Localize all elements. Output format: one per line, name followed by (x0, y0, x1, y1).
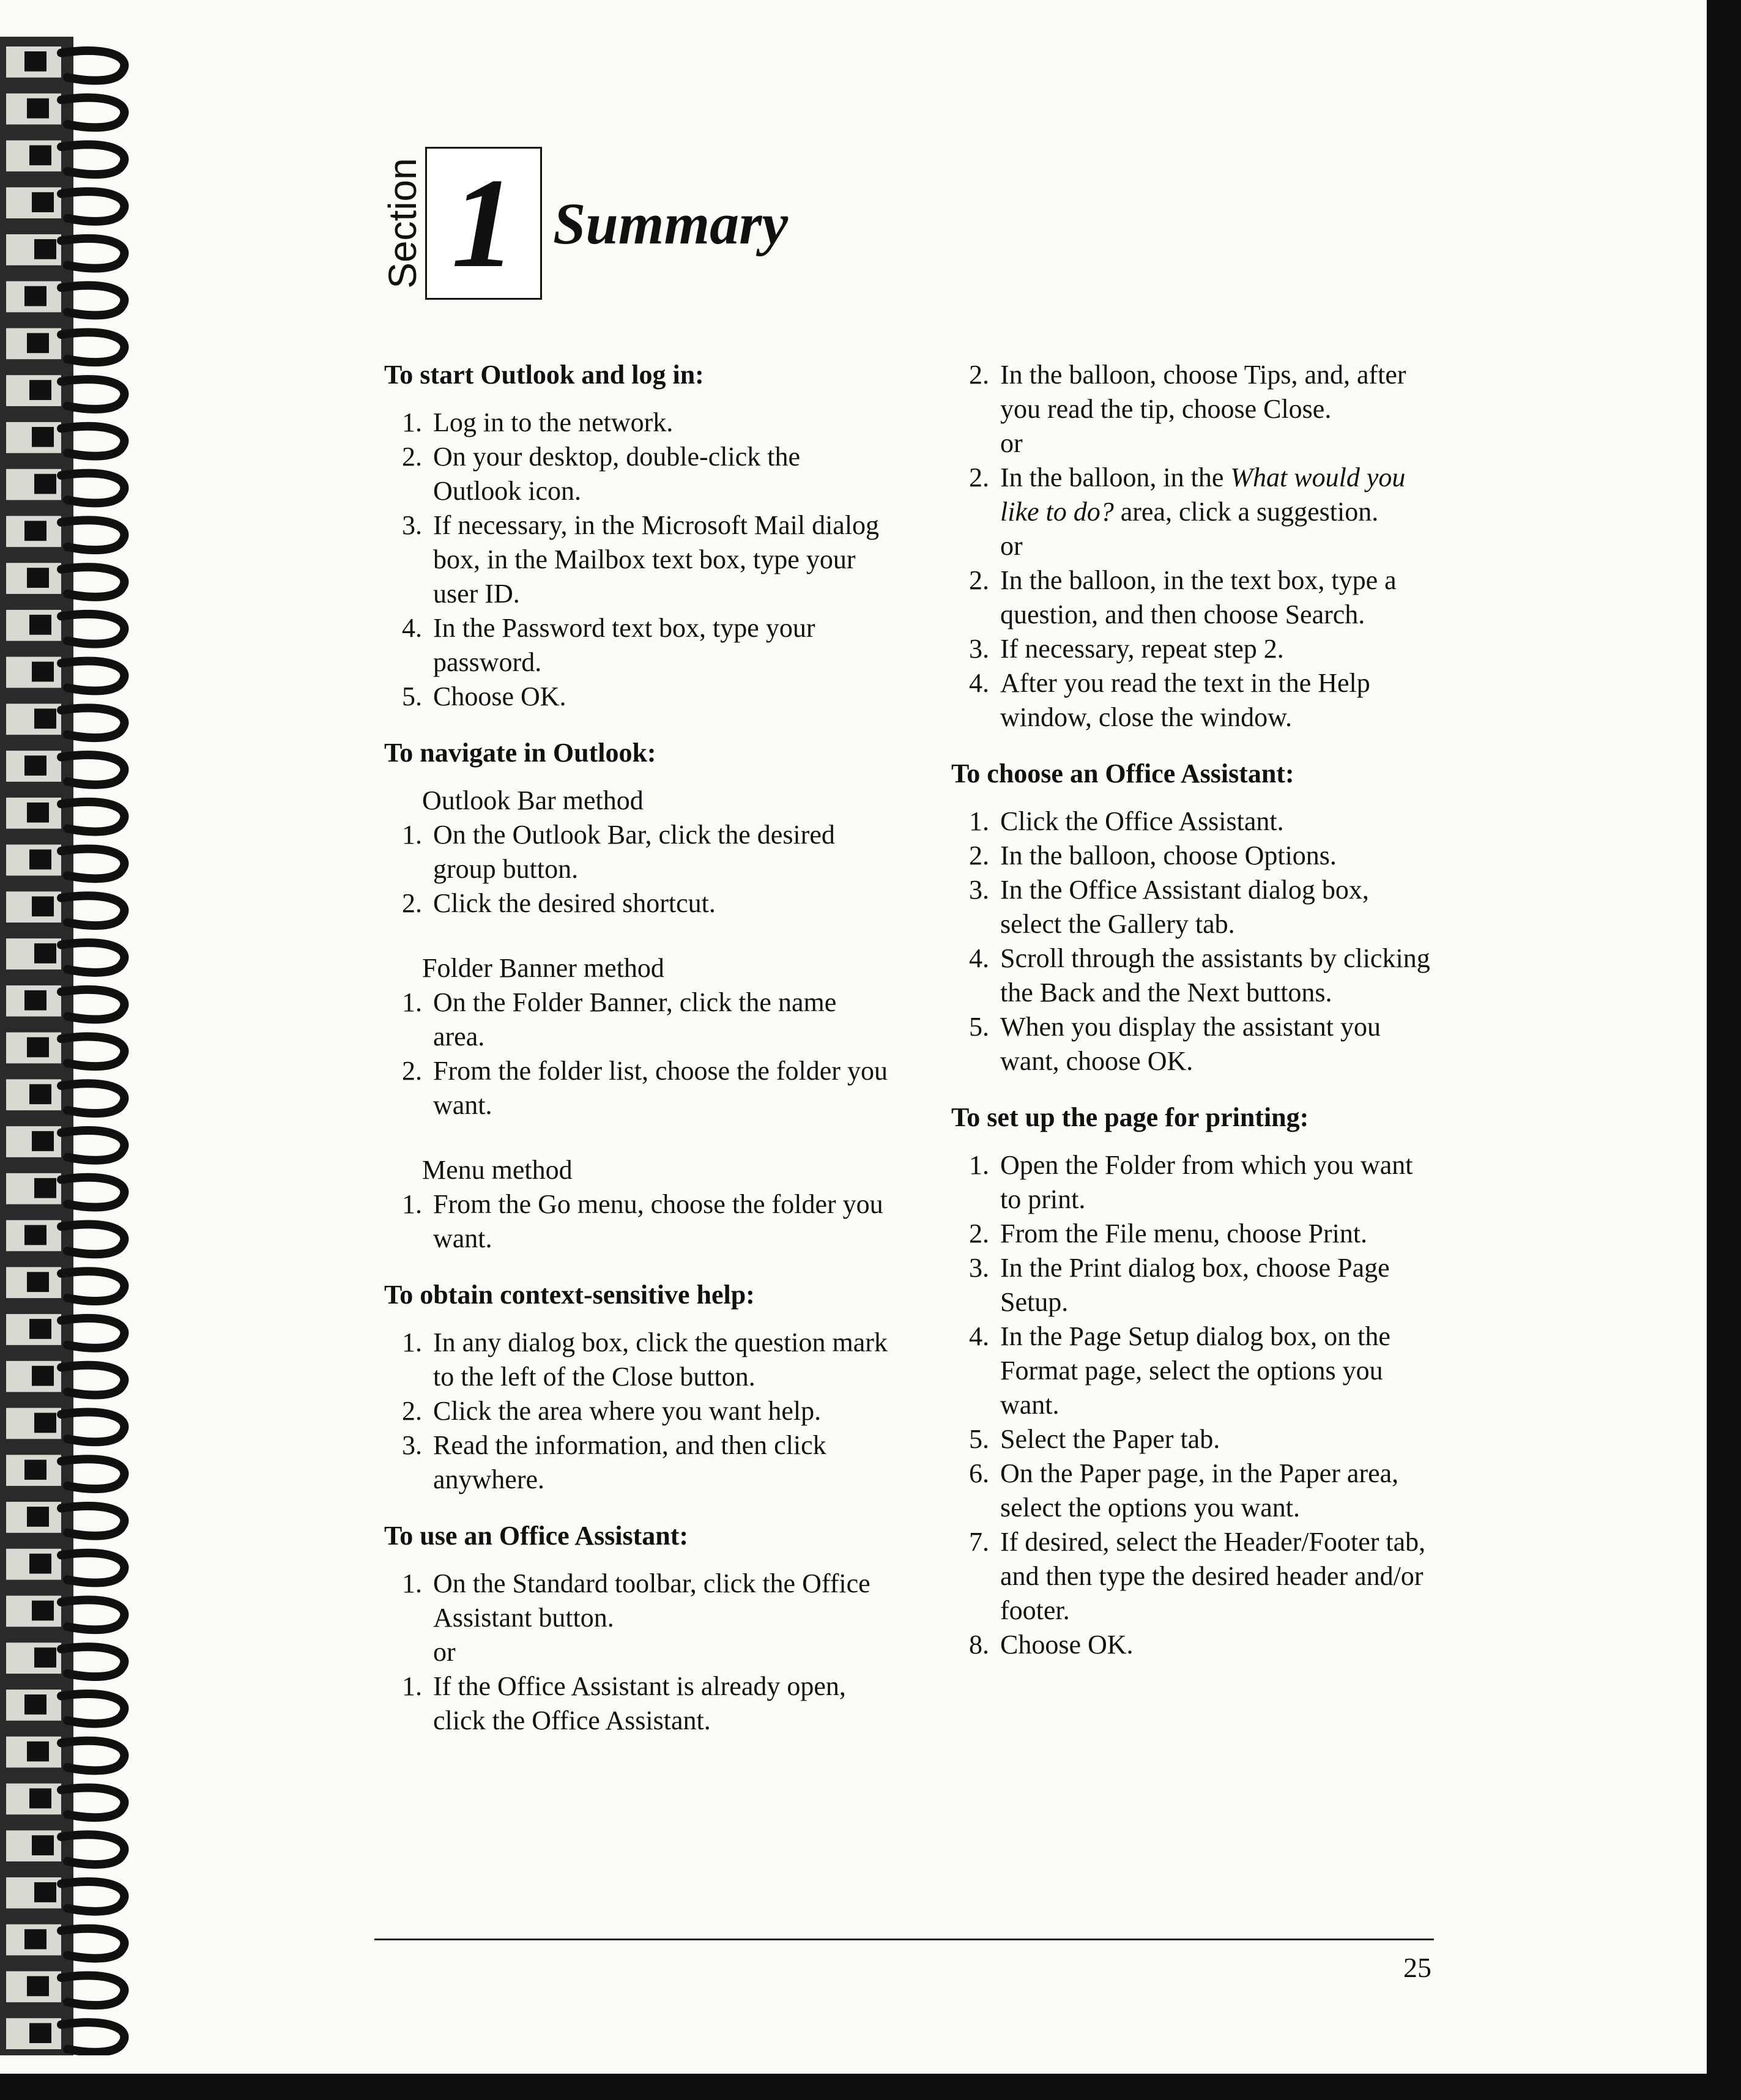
list-text: If necessary, in the Microsoft Mail dialog box, in the Mailbox text box, type your user ID. (433, 510, 880, 609)
step-list (951, 1148, 1435, 1662)
section-number-box (425, 147, 542, 300)
list-number: 4. (969, 1321, 989, 1351)
list-item (384, 406, 892, 440)
list-item (951, 1217, 1435, 1251)
list-text: In the Page Setup dialog box, on the Format page, select the options you want. (1000, 1321, 1390, 1420)
section-heading: To use an Office Assistant: (384, 1521, 689, 1551)
list-text: In the balloon, choose Options. (1000, 840, 1337, 870)
method-label: Menu method (422, 1155, 573, 1185)
list-number: 1. (969, 806, 989, 836)
list-text: On the Folder Banner, click the name area. (433, 987, 837, 1052)
list-text: If desired, select the Header/Footer tab, and then type the desired header and/or footer. (1000, 1527, 1426, 1625)
list-item (384, 886, 892, 921)
list-number: 3. (402, 1430, 422, 1460)
step-list (384, 406, 892, 714)
list-text: Choose OK. (433, 681, 566, 711)
list-item (951, 941, 1435, 1010)
step-list (951, 804, 1435, 1078)
list-number: 1. (402, 1189, 422, 1219)
list-item: 3. If necessary, repeat step 2. (969, 634, 1284, 664)
list-item (951, 1010, 1435, 1078)
list-item (384, 1394, 892, 1428)
list-text: Click the Office Assistant. (1000, 806, 1284, 836)
list-item (384, 611, 892, 680)
list-number: 1. (402, 987, 422, 1017)
list-number: 2. (402, 1056, 422, 1086)
list-item (384, 680, 892, 714)
list-item (384, 440, 892, 508)
list-item: 1. If the Office Assistant is already open, click the Office Assistant. (402, 1671, 846, 1735)
left-column (384, 358, 892, 1760)
list-text: Click the area where you want help. (433, 1396, 822, 1426)
list-text: Open the Folder from which you want to print. (1000, 1150, 1413, 1214)
list-text: From the File menu, choose Print. (1000, 1219, 1368, 1248)
page-number: 25 (1403, 1952, 1431, 1983)
list-text: Log in to the network. (433, 407, 674, 437)
list-item (951, 1148, 1435, 1217)
office-assistant-section (384, 1519, 892, 1738)
list-text: On the Outlook Bar, click the desired group button. (433, 820, 835, 884)
scan-edge-right (1707, 0, 1741, 2100)
list-text: In the Office Assistant dialog box, select the Gallery tab. (1000, 875, 1369, 939)
section-heading: To set up the page for printing: (951, 1102, 1309, 1132)
choose-assistant-section (951, 757, 1435, 1078)
or-separator: or (1000, 428, 1023, 458)
list-item (951, 839, 1435, 873)
list-number: 2. (969, 840, 989, 870)
right-column (951, 358, 1435, 1684)
list-number: 3. (402, 510, 422, 540)
list-text: Select the Paper tab. (1000, 1424, 1220, 1454)
section-heading: To navigate in Outlook: (384, 738, 656, 768)
list-number: 8. (969, 1630, 989, 1660)
method-label: Outlook Bar method (422, 785, 644, 815)
scan-edge-bottom (0, 2074, 1741, 2100)
list-item (951, 873, 1435, 941)
list-text: Scroll through the assistants by clicking the Back and the Next buttons. (1000, 943, 1430, 1007)
list-item (951, 1319, 1435, 1422)
list-item: 2. In the balloon, in the What would you like to do? area, click a suggestion. (969, 462, 1406, 527)
list-item (384, 1428, 892, 1497)
list-text: In any dialog box, click the question mark to the left of the Close button. (433, 1327, 888, 1392)
list-number: 1. (969, 1150, 989, 1180)
spiral-binding (0, 37, 141, 2055)
list-number: 5. (402, 681, 422, 711)
section-header (379, 147, 788, 300)
list-number: 1. (402, 820, 422, 850)
list-item (951, 1422, 1435, 1456)
list-item (384, 1326, 892, 1394)
section-heading: To obtain context-sensitive help: (384, 1280, 755, 1310)
section-heading: To choose an Office Assistant: (951, 759, 1294, 788)
list-text: In the Password text box, type your password. (433, 613, 815, 677)
step-list (384, 1187, 892, 1256)
or-separator: or (1000, 531, 1023, 561)
page-setup-section (951, 1100, 1435, 1662)
navigate-section (384, 736, 892, 1256)
list-number: 4. (969, 943, 989, 973)
list-item: 2. In the balloon, in the text box, type a question, and then choose Search. (969, 565, 1397, 629)
method-label: Folder Banner method (422, 953, 664, 983)
list-item (951, 1525, 1435, 1628)
list-number: 2. (969, 1219, 989, 1248)
list-text: On the Paper page, in the Paper area, select the options you want. (1000, 1458, 1399, 1523)
list-number: 5. (969, 1424, 989, 1454)
list-number: 2. (402, 1396, 422, 1426)
list-text: When you display the assistant you want, choose OK. (1000, 1012, 1381, 1076)
list-number: 6. (969, 1458, 989, 1488)
step-list (384, 985, 892, 1122)
list-number: 3. (969, 1253, 989, 1283)
list-item: 4. After you read the text in the Help window, close the window. (969, 668, 1370, 732)
list-item (384, 508, 892, 611)
step-list (384, 1326, 892, 1497)
footer-rule (374, 1939, 1434, 1940)
list-number: 3. (969, 875, 989, 905)
list-item (384, 985, 892, 1054)
list-item (951, 1251, 1435, 1319)
list-text: Read the information, and then click anywhere. (433, 1430, 826, 1494)
list-text: From the folder list, choose the folder you want. (433, 1056, 888, 1120)
page-title: Summary (553, 190, 789, 256)
list-text: Choose OK. (1000, 1630, 1134, 1660)
or-separator: or (433, 1637, 456, 1667)
list-item (384, 1054, 892, 1122)
list-item: 1. On the Standard toolbar, click the Office Assistant button. (402, 1568, 870, 1633)
list-item (951, 1628, 1435, 1662)
list-item (384, 1187, 892, 1256)
context-help-section (384, 1278, 892, 1497)
section-label: Section (380, 158, 425, 289)
list-number: 5. (969, 1012, 989, 1042)
list-text: From the Go menu, choose the folder you want. (433, 1189, 883, 1253)
step-list (384, 818, 892, 921)
section-heading: To start Outlook and log in: (384, 360, 704, 390)
list-item (951, 804, 1435, 839)
list-text: Click the desired shortcut. (433, 888, 716, 918)
list-item: 2. In the balloon, choose Tips, and, after you read the tip, choose Close. (969, 360, 1406, 424)
list-item (951, 1456, 1435, 1525)
list-number: 2. (402, 888, 422, 918)
section-number: 1 (451, 152, 516, 294)
list-item (384, 818, 892, 886)
list-number: 1. (402, 1327, 422, 1357)
list-number: 2. (402, 442, 422, 472)
start-outlook-section (384, 358, 892, 714)
list-number: 1. (402, 407, 422, 437)
office-assistant-continued (951, 358, 1435, 735)
list-number: 4. (402, 613, 422, 643)
list-number: 7. (969, 1527, 989, 1557)
list-text: In the Print dialog box, choose Page Setup. (1000, 1253, 1390, 1317)
list-text: On your desktop, double-click the Outlook icon. (433, 442, 800, 506)
